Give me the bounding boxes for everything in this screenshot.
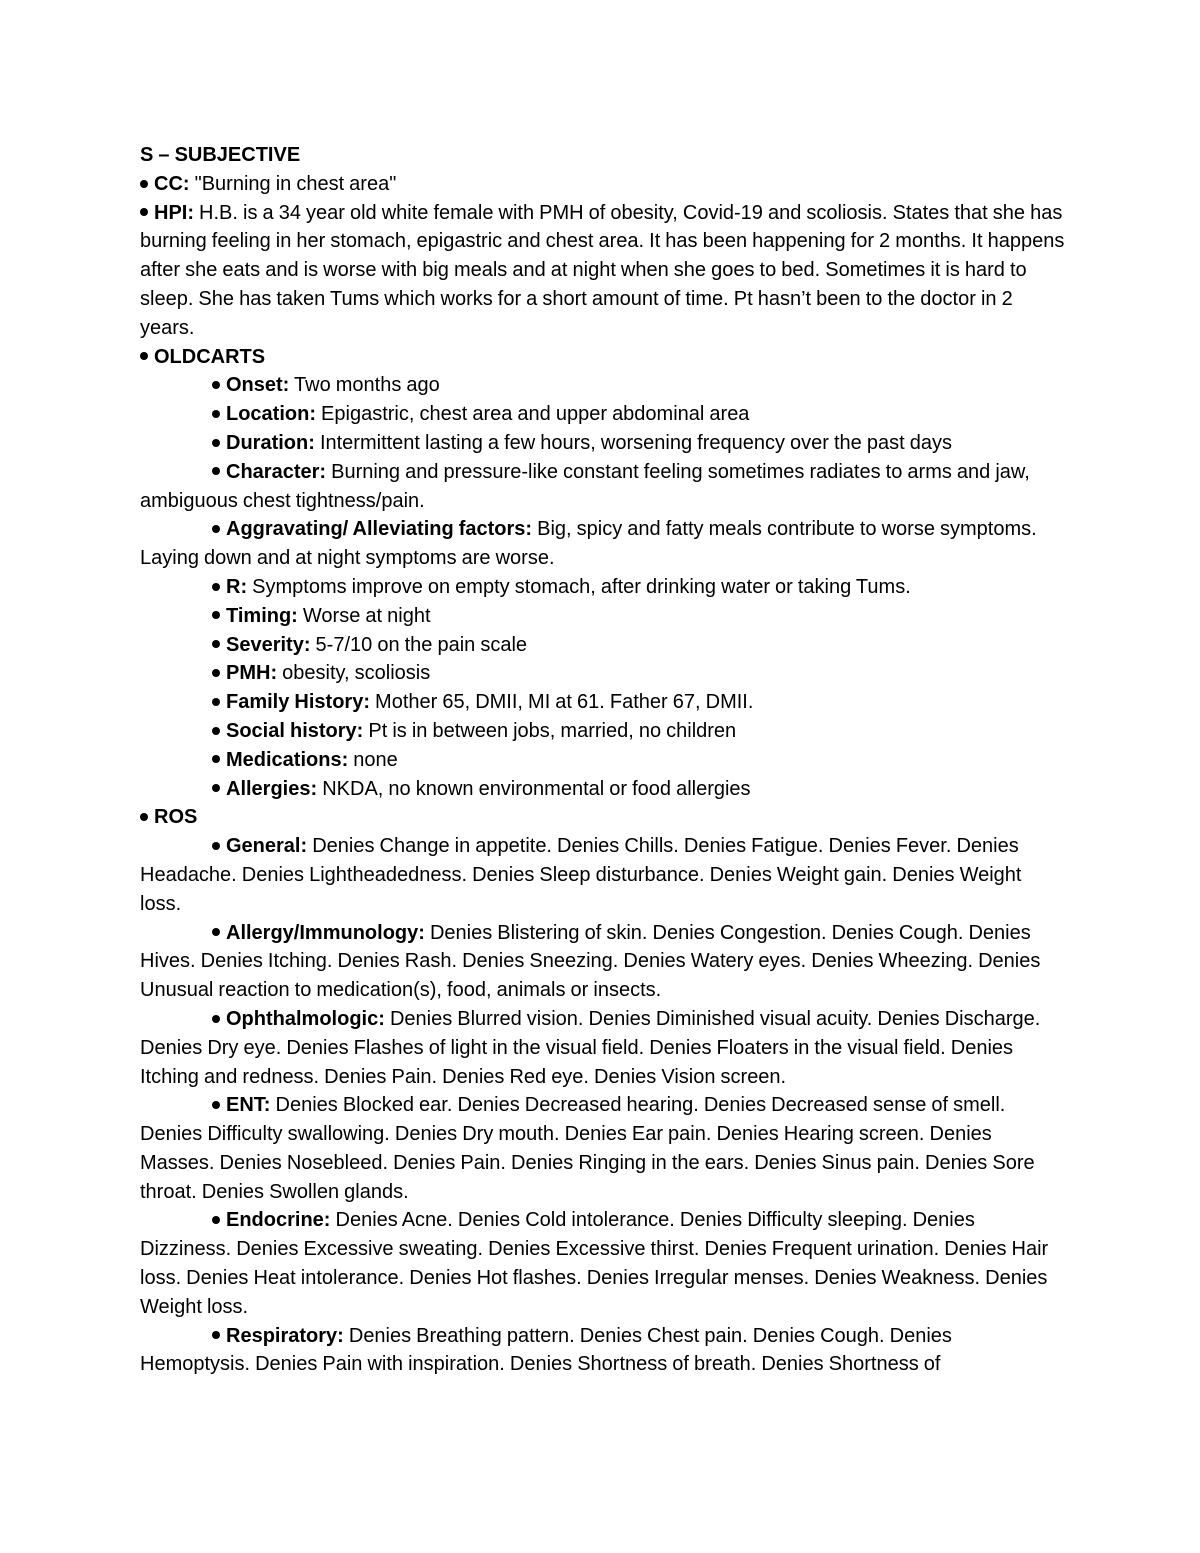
- ros-item-ent: [140, 1091, 1065, 1206]
- item-label: R:: [226, 575, 248, 598]
- item-text: Burning and pressure-like constant feeling sometimes radiates to arms and jaw, ambiguous chest tightness/pain.: [140, 460, 1030, 512]
- ros-label: ROS: [154, 806, 198, 829]
- item-text: Denies Blurred vision. Denies Diminished visual acuity. Denies Discharge. Denies Dry eye. Denies Flashes of light in the visual field. Denies Floaters in the visual field. Denies Itching and redness. Denies Pain. Denies Red eye. Denies Vision screen.: [140, 1007, 1041, 1088]
- item-label: PMH:: [226, 662, 278, 685]
- bullet-icon: [212, 439, 220, 447]
- item-label: Onset:: [226, 374, 290, 397]
- item-text: Denies Blistering of skin. Denies Congestion. Denies Cough. Denies Hives. Denies Itching. Denies Rash. Denies Sneezing. Denies Watery eyes. Denies Wheezing. Denies Unusual reaction to medication(s), food, animals or insects.: [140, 921, 1041, 1002]
- item-label: Duration:: [226, 431, 315, 454]
- bullet-icon: [212, 1216, 220, 1224]
- oldcarts-item-duration: [140, 429, 1065, 458]
- item-label: Social history:: [226, 719, 364, 742]
- item-label: Respiratory:: [226, 1324, 344, 1347]
- bullet-icon: [212, 842, 220, 850]
- bullet-icon: [212, 467, 220, 475]
- item-text: Pt is in between jobs, married, no children: [363, 719, 737, 742]
- item-text: Denies Acne. Denies Cold intolerance. Denies Difficulty sleeping. Denies Dizziness. Denies Excessive sweating. Denies Excessive thirst. Denies Frequent urination. Denies Hair loss. Denies Heat intolerance. Denies Hot flashes. Denies Irregular menses. Denies Weakness. Denies Weight loss.: [140, 1209, 1049, 1318]
- oldcarts-item-severity: [140, 631, 1065, 660]
- cc-line: [140, 170, 1065, 199]
- oldcarts-item-social-history: [140, 717, 1065, 746]
- oldcarts-list: [140, 371, 1065, 803]
- bullet-icon: [212, 611, 220, 619]
- section-heading: S – SUBJECTIVE: [140, 144, 301, 166]
- item-text: obesity, scoliosis: [277, 662, 431, 685]
- item-text: Epigastric, chest area and upper abdominal area: [316, 403, 750, 426]
- bullet-icon: [140, 352, 148, 360]
- oldcarts-item-onset: [140, 371, 1065, 400]
- soap-note: [140, 141, 1065, 1379]
- item-label: Location:: [226, 403, 316, 426]
- oldcarts-item-location: [140, 400, 1065, 429]
- item-label: Allergy/Immunology:: [226, 921, 425, 944]
- bullet-icon: [212, 1331, 220, 1339]
- item-text: Intermittent lasting a few hours, worsening frequency over the past days: [314, 431, 952, 454]
- oldcarts-item-medications: [140, 746, 1065, 775]
- ros-item-ophthalmologic: [140, 1005, 1065, 1091]
- bullet-icon: [212, 410, 220, 418]
- item-text: Mother 65, DMII, MI at 61. Father 67, DMII.: [369, 691, 754, 714]
- oldcarts-item-family-history: [140, 688, 1065, 717]
- item-label: Medications:: [226, 748, 349, 771]
- hpi-paragraph: [140, 199, 1065, 343]
- oldcarts-label: OLDCARTS: [154, 345, 266, 368]
- item-label: Character:: [226, 460, 327, 483]
- item-text: none: [348, 748, 398, 771]
- item-text: Two months ago: [289, 374, 440, 397]
- hpi-label: HPI:: [154, 201, 194, 224]
- item-text: Denies Blocked ear. Denies Decreased hearing. Denies Decreased sense of smell. Denies Difficulty swallowing. Denies Dry mouth. Denies Ear pain. Denies Hearing screen. Denies Masses. Denies Nosebleed. Denies Pain. Denies Ringing in the ears. Denies Sinus pain. Denies Sore throat. Denies Swollen glands.: [140, 1094, 1035, 1203]
- oldcarts-item-character: [140, 458, 1065, 516]
- bullet-icon: [212, 698, 220, 706]
- item-text: Worse at night: [297, 604, 431, 627]
- oldcarts-item-pmh: [140, 659, 1065, 688]
- bullet-icon: [212, 669, 220, 677]
- bullet-icon: [212, 928, 220, 936]
- item-text: Denies Change in appetite. Denies Chills. Denies Fatigue. Denies Fever. Denies Headache. Denies Lightheadedness. Denies Sleep disturbance. Denies Weight gain. Denies Weight loss.: [140, 835, 1022, 915]
- item-label: ENT:: [226, 1094, 271, 1117]
- item-label: Family History:: [226, 691, 370, 714]
- bullet-icon: [212, 381, 220, 389]
- oldcarts-item-timing: [140, 602, 1065, 631]
- item-label: Severity:: [226, 633, 311, 656]
- cc-text: "Burning in chest area": [189, 172, 397, 195]
- item-text: Symptoms improve on empty stomach, after drinking water or taking Tums.: [247, 575, 911, 598]
- bullet-icon: [212, 1101, 220, 1109]
- oldcarts-heading: [140, 343, 1065, 372]
- oldcarts-item-aggravating: [140, 515, 1065, 573]
- bullet-icon: [212, 525, 220, 533]
- cc-label: CC:: [154, 172, 190, 195]
- oldcarts-item-allergies: [140, 775, 1065, 804]
- oldcarts-item-relieving: [140, 573, 1065, 602]
- ros-item-endocrine: [140, 1206, 1065, 1321]
- bullet-icon: [212, 1015, 220, 1023]
- bullet-icon: [140, 813, 148, 821]
- hpi-text: H.B. is a 34 year old white female with PMH of obesity, Covid-19 and scoliosis. States that she has burning feeling in her stomach, epigastric and chest area. It has been happening for 2 months. It happens after she eats and is worse with big meals and at night when she goes to bed. Sometimes it is hard to sleep. She has taken Tums which works for a short amount of time. Pt hasn’t been to the doctor in 2 years.: [140, 201, 1065, 339]
- bullet-icon: [212, 583, 220, 591]
- ros-item-allergy-immunology: [140, 919, 1065, 1005]
- ros-item-respiratory: [140, 1322, 1065, 1380]
- item-label: Aggravating/ Alleviating factors:: [226, 518, 533, 541]
- bullet-icon: [212, 755, 220, 763]
- bullet-icon: [140, 180, 148, 188]
- item-label: Allergies:: [226, 777, 318, 800]
- bullet-icon: [212, 727, 220, 735]
- ros-heading: [140, 803, 1065, 832]
- item-label: Endocrine:: [226, 1209, 331, 1232]
- item-label: General:: [226, 835, 308, 858]
- bullet-icon: [140, 208, 148, 216]
- item-label: Timing:: [226, 604, 298, 627]
- ros-item-general: [140, 832, 1065, 918]
- item-text: NKDA, no known environmental or food allergies: [317, 777, 751, 800]
- item-label: Ophthalmologic:: [226, 1007, 385, 1030]
- bullet-icon: [212, 784, 220, 792]
- bullet-icon: [212, 640, 220, 648]
- item-text: Big, spicy and fatty meals contribute to worse symptoms. Laying down and at night symptoms are worse.: [140, 518, 1037, 570]
- item-text: 5-7/10 on the pain scale: [310, 633, 528, 656]
- item-text: Denies Breathing pattern. Denies Chest pain. Denies Cough. Denies Hemoptysis. Denies Pain with inspiration. Denies Shortness of breath. Denies Shortness of: [140, 1324, 952, 1376]
- ros-list: [140, 832, 1065, 1379]
